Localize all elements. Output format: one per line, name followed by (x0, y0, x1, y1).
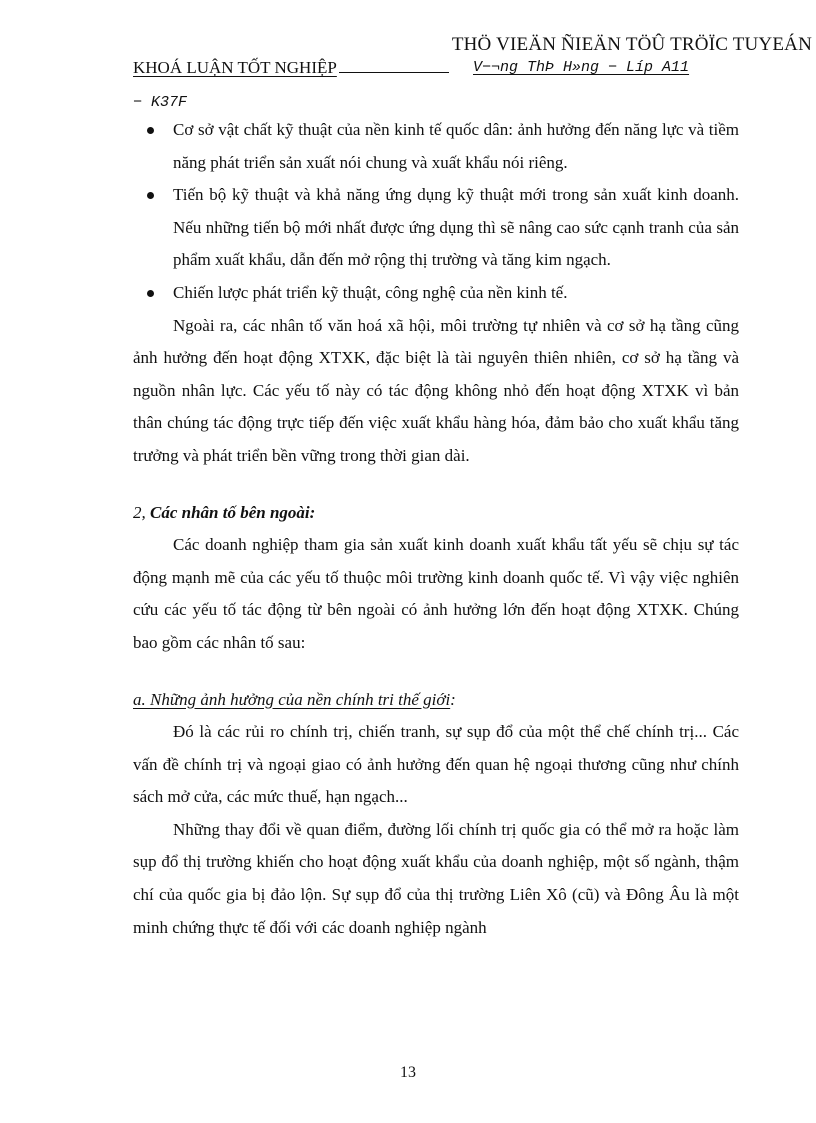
document-body (133, 114, 739, 944)
subsection-heading (133, 684, 739, 717)
spacer (133, 660, 739, 684)
paragraph: Các doanh nghiệp tham gia sản xuất kinh doanh xuất khẩu tất yếu sẽ chịu sự tác động mạnh mẽ của các yếu tố thuộc môi trường kinh doanh quốc tế. Vì vậy việc nghiên cứu các yếu tố tác động từ bên ngoài có ảnh hưởng lớn đến hoạt động XTXK. Chúng bao gồm các nhân tố sau: (133, 535, 739, 652)
page-header (133, 58, 753, 78)
subsection-title: a. Những ảnh hưởng của nền chính tri thế giới (133, 689, 451, 709)
library-watermark: THÖ VIEÄN ÑIEÄN TÖÛ TRÖÏC TUYEÁN (451, 34, 812, 55)
bullet-text: Chiến lược phát triển kỹ thuật, công nghệ của nền kinh tế. (173, 282, 568, 302)
section-number: 2, (133, 502, 146, 522)
paragraph: Đó là các rủi ro chính trị, chiến tranh, sự sụp đổ của một thể chế chính trị... Các vấn đề chính trị và ngoại giao có ảnh hưởng đến quan hệ ngoại thương cũng như chính sách mở cửa, các mức thuế, hạn ngạch... (133, 722, 739, 807)
bullet-dot-icon (147, 192, 154, 199)
bullet-dot-icon (147, 127, 154, 134)
bullet-text: Tiến bộ kỹ thuật và khả năng ứng dụng kỹ thuật mới trong sản xuất kinh doanh. Nếu những tiến bộ mới nhất được ứng dụng thì sẽ nâng cao sức cạnh tranh của sản phẩm xuất khẩu, dẫn đến mở rộng thị trường và tăng kim ngạch. (173, 185, 739, 270)
spacer (133, 473, 739, 497)
paragraph: Ngoài ra, các nhân tố văn hoá xã hội, môi trường tự nhiên và cơ sở hạ tầng cũng ảnh hưởng đến hoạt động XTXK, đặc biệt là tài nguyên thiên nhiên, cơ sở hạ tầng và nguồn nhân lực. Các yếu tố này có tác động không nhỏ đến hoạt động XTXK vì bản thân chúng tác động trực tiếp đến việc xuất khẩu hàng hóa, đảm bảo cho xuất khẩu tăng trưởng và phát triển bền vững trong thời gian dài. (133, 315, 739, 465)
subsection-colon: : (450, 689, 456, 709)
bullet-list (133, 114, 739, 310)
bullet-text: Cơ sở vật chất kỹ thuật của nền kinh tế quốc dân: ảnh hưởng đến năng lực và tiềm năng phát triển sản xuất nói chung và xuất khẩu nói riêng. (173, 120, 739, 172)
page-number: 13 (400, 1064, 416, 1081)
paragraph: Những thay đổi về quan điểm, đường lối chính trị quốc gia có thể mở ra hoặc làm sụp đổ thị trường khiến cho hoạt động xuất khẩu của doanh nghiệp, một số ngành, thậm chí của quốc gia bị đảo lộn. Sự sụp đổ của thị trường Liên Xô (cũ) và Đông Âu là một minh chứng thực tế đối với các doanh nghiệp ngành (133, 819, 739, 937)
bullet-item (133, 114, 739, 179)
header-underline (339, 71, 449, 73)
section-heading (133, 497, 739, 530)
header-thesis-title: KHOÁ LUẬN TỐT NGHIỆP (133, 58, 337, 77)
bullet-item (133, 277, 739, 310)
bullet-item (133, 179, 739, 277)
header-author-class: V−¬ng ThÞ H»ng − Líp A11 (473, 59, 690, 76)
header-author-class-continued: − K37F (133, 94, 188, 111)
section-title: Các nhân tố bên ngoài: (150, 502, 316, 522)
bullet-dot-icon (147, 290, 154, 297)
